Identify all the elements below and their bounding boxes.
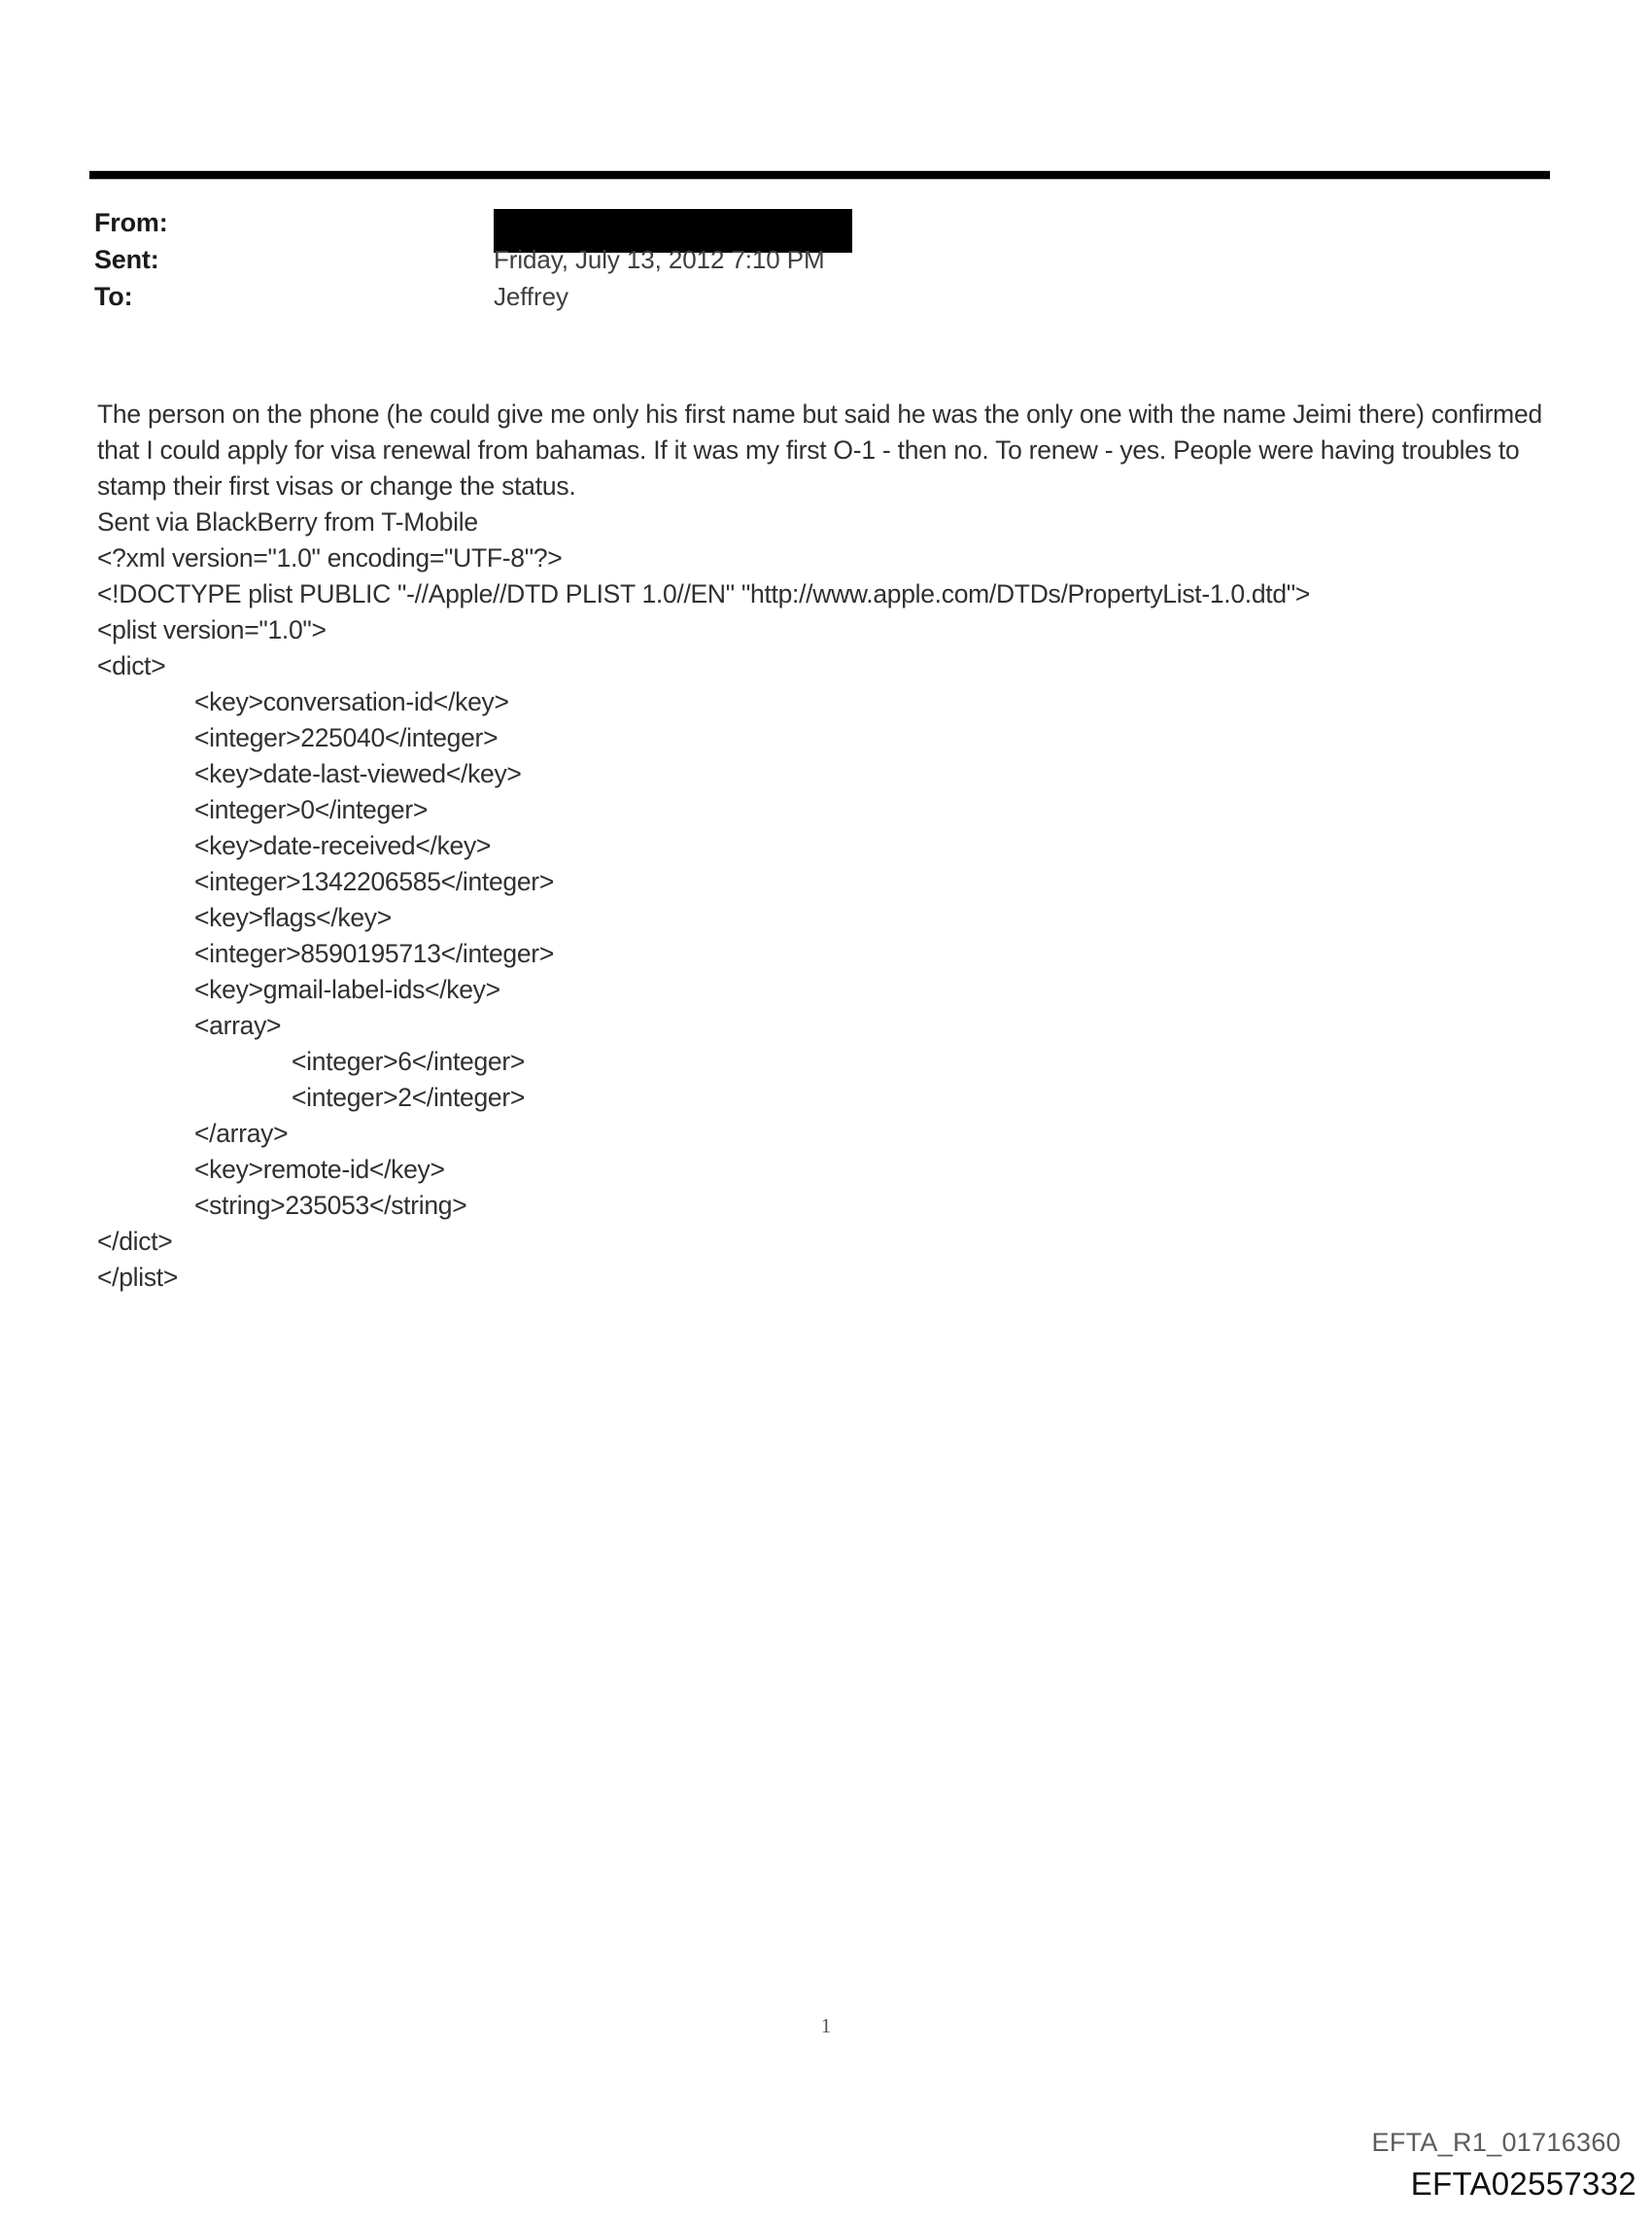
body-signature: Sent via BlackBerry from T-Mobile (97, 507, 478, 537)
plist-line: </dict> (97, 1227, 173, 1256)
plist-line: <?xml version="1.0" encoding="UTF-8"?> (97, 543, 563, 573)
plist-line: </array> (194, 1119, 289, 1148)
header-row-to (94, 278, 1066, 315)
header-label-from: From: (94, 208, 168, 237)
header-value-to: Jeffrey (494, 282, 568, 311)
plist-line: <array> (194, 1011, 282, 1040)
plist-line: </plist> (97, 1263, 179, 1292)
plist-line: <integer>0</integer> (194, 795, 429, 824)
plist-line: <key>date-received</key> (194, 831, 492, 860)
header-divider-rule (89, 171, 1550, 179)
plist-code-block (97, 540, 1574, 1296)
body-paragraph: The person on the phone (he could give me only his first name but said he was the only one with the name Jeimi there) confirmed that I could apply for visa renewal from bahamas. If it was my first O-1 - then no. To renew - yes. People were having troubles to stamp their first visas or change the status. (97, 399, 1542, 501)
plist-line: <plist version="1.0"> (97, 615, 327, 644)
plist-line: <string>235053</string> (194, 1191, 467, 1220)
email-header-fields (94, 204, 1066, 315)
bates-number-primary: EFTA_R1_01716360 (1371, 2128, 1621, 2157)
email-body (97, 397, 1555, 540)
plist-line: <key>gmail-label-ids</key> (194, 975, 500, 1004)
plist-line: <key>date-last-viewed</key> (194, 759, 522, 788)
plist-line: <dict> (97, 651, 166, 680)
plist-line: <key>remote-id</key> (194, 1155, 445, 1184)
plist-line: <integer>225040</integer> (194, 723, 499, 752)
plist-line: <integer>6</integer> (292, 1047, 526, 1076)
plist-line: <!DOCTYPE plist PUBLIC "-//Apple//DTD PLIST 1.0//EN" "http://www.apple.com/DTDs/PropertyList-1.0.dtd"> (97, 579, 1311, 608)
header-label-to: To: (94, 282, 133, 311)
header-label-sent: Sent: (94, 245, 159, 274)
plist-line: <integer>1342206585</integer> (194, 867, 554, 896)
plist-line: <integer>2</integer> (292, 1083, 526, 1112)
header-row-sent (94, 241, 1066, 278)
header-row-from (94, 204, 1066, 241)
header-value-sent: Friday, July 13, 2012 7:10 PM (494, 245, 825, 274)
plist-line: <key>conversation-id</key> (194, 687, 509, 716)
bates-number-secondary: EFTA02557332 (1410, 2166, 1636, 2202)
plist-line: <key>flags</key> (194, 903, 392, 932)
plist-line: <integer>8590195713</integer> (194, 939, 554, 968)
page-number: 1 (820, 2014, 832, 2037)
